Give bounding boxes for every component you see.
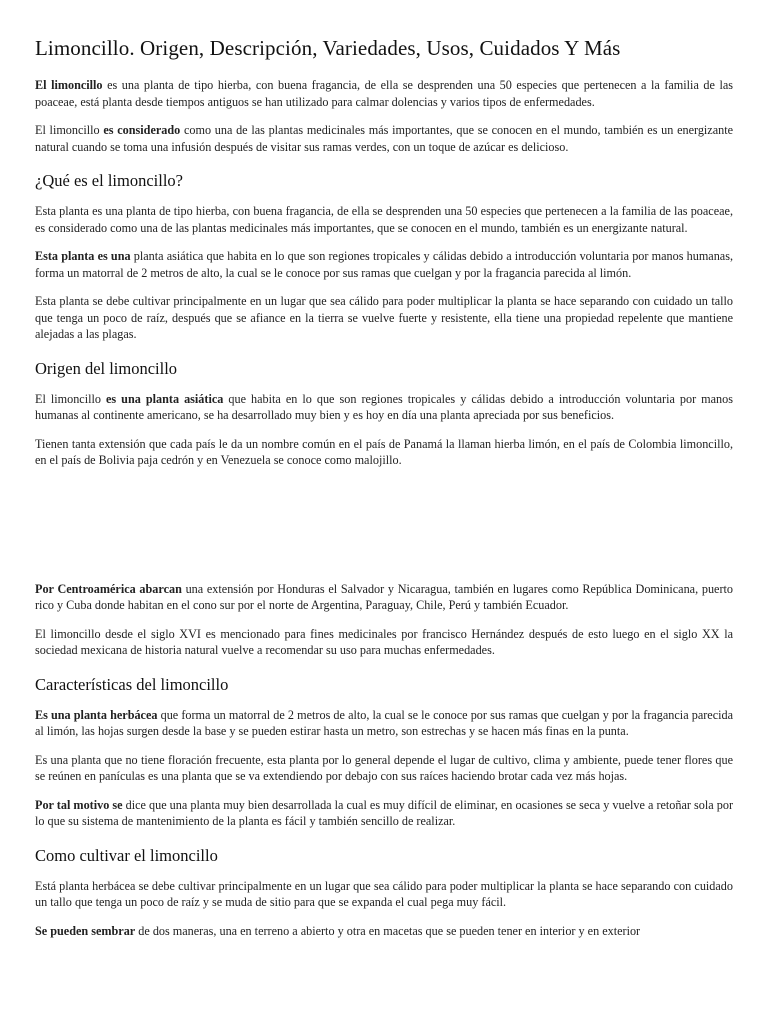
section-heading-cultivar: Como cultivar el limoncillo [35,845,218,865]
intro-text-1: es una planta de tipo hierba, con buena fragancia, de ella se desprenden una 50 especies que pertenecen a la familia de las poaceae, está planta desde tiempos antiguos se han utilizado para calmar dolencias y varios tipos de enfermedades. [35,78,733,109]
bold-lead: Por Centroamérica abarcan [35,581,182,596]
intro-text-2: como una de las plantas medicinales más importantes, que se conocen en el mundo, también es un energizante natural cuando se toma una infusión después de visitar sus ramas verdes, con un toque de azúcar es delicioso. [35,123,734,154]
paragraph [35,391,733,424]
bold-lead: Esta planta es una [35,249,131,263]
intro-paragraph-2 [35,122,733,155]
paragraph: Esta planta es una planta de tipo hierba, con buena fragancia, de ella se desprenden una 50 especies que pertenecen a la familia de las poaceae, es considerado como una de las plantas medicinales más importantes, que se conocen en el mundo, también es un energizante natural. [35,204,733,235]
section-heading-que-es: ¿Qué es el limoncillo? [35,171,183,190]
paragraph [35,707,733,740]
intro-paragraph-1 [35,77,733,110]
bold-lead: Por tal motivo se [35,797,123,812]
bold-lead: Se pueden sembrar [35,923,136,938]
paragraph [35,581,733,614]
bold-lead: Es una planta herbácea [35,707,158,722]
section-heading-origen: Origen del limoncillo [35,358,178,378]
paragraph [35,248,733,281]
intro-pre-2: El limoncillo [35,123,104,137]
intro-bold-1: El limoncillo [35,78,103,92]
paragraph: Tienen tanta extensión que cada país le da un nombre común en el país de Panamá la llaman hierba limón, en el país de Colombia limoncillo, en el país de Bolivia paja cedrón y en Venezuela se conoce como malojillo. [35,436,733,467]
paragraph: Está planta herbácea se debe cultivar principalmente en un lugar que sea cálido para poder multiplicar la planta se hace separando con cuidado un tallo que tenga un poco de raíz y se muda de sitio para que se expanda el cual pega muy fácil. [35,878,733,909]
page-title: Limoncillo. Origen, Descripción, Variedades, Usos, Cuidados Y Más [35,36,621,60]
paragraph-pre: El limoncillo [35,391,106,406]
bold-lead: es una planta asiática [106,391,224,406]
intro-bold-2: es considerado [103,123,181,137]
paragraph-text: de dos maneras, una en terreno a abierto y otra en macetas que se pueden tener en interior y en exterior [135,923,641,938]
paragraph: Es una planta que no tiene floración frecuente, esta planta por lo general depende el lugar de cultivo, clima y ambiente, puede tener flores que se reúnen en panículas es una planta que se va extendiendo por debajo con sus raíces haciendo brotar cada vez más hojas. [35,752,733,783]
paragraph-text: planta asiática que habita en lo que son regiones tropicales y cálidas debido a introducción voluntaria por manos humanas, forma un matorral de 2 metros de alto, la cual se le conoce por sus ramas que cuelgan y por la fragancia parecida al limón. [35,249,734,280]
paragraph-text: una extensión por Honduras el Salvador y Nicaragua, también en lugares como República Dominicana, puerto rico y Cuba donde habitan en el cono sur por el norte de Argentina, Paraguay, Chile, Perú y también Ecuador. [35,581,733,612]
paragraph-text: dice que una planta muy bien desarrollada la cual es muy difícil de eliminar, en ocasiones se seca y vuelve a retoñar sola por lo que su sistema de mantenimiento de la planta es fácil y también sencillo de realizar. [35,797,733,828]
paragraph: Esta planta se debe cultivar principalmente en un lugar que sea cálido para poder multiplicar la planta se hace separando con cuidado un tallo que tenga un poco de raíz, después que se afiance en la tierra se vuelve fuerte y resistente, ella tiene una propiedad repelente que mantiene alejadas a las plagas. [35,294,733,341]
paragraph: El limoncillo desde el siglo XVI es mencionado para fines medicinales por francisco Hernández después de esto luego en el siglo XX la sociedad mexicana de historia natural vuelve a recomendar su uso para muchas enfermedades. [35,626,733,657]
section-heading-caracteristicas: Características del limoncillo [35,674,229,694]
paragraph [35,923,733,940]
paragraph-text: que forma un matorral de 2 metros de alto, la cual se le conoce por sus ramas que cuelgan y por la fragancia parecida al limón, las hojas surgen desde la base y se pueden estirar hasta un metro, son estrechas y se hacen más finas en la punta. [35,707,734,738]
ad-placeholder [35,481,733,581]
paragraph-text: que habita en lo que son regiones tropicales y cálidas debido a introducción voluntaria por manos humanas al continente americano, se ha desarrollado muy bien y es hoy en día una planta apreciada por sus beneficios. [35,391,733,422]
paragraph [35,797,733,830]
